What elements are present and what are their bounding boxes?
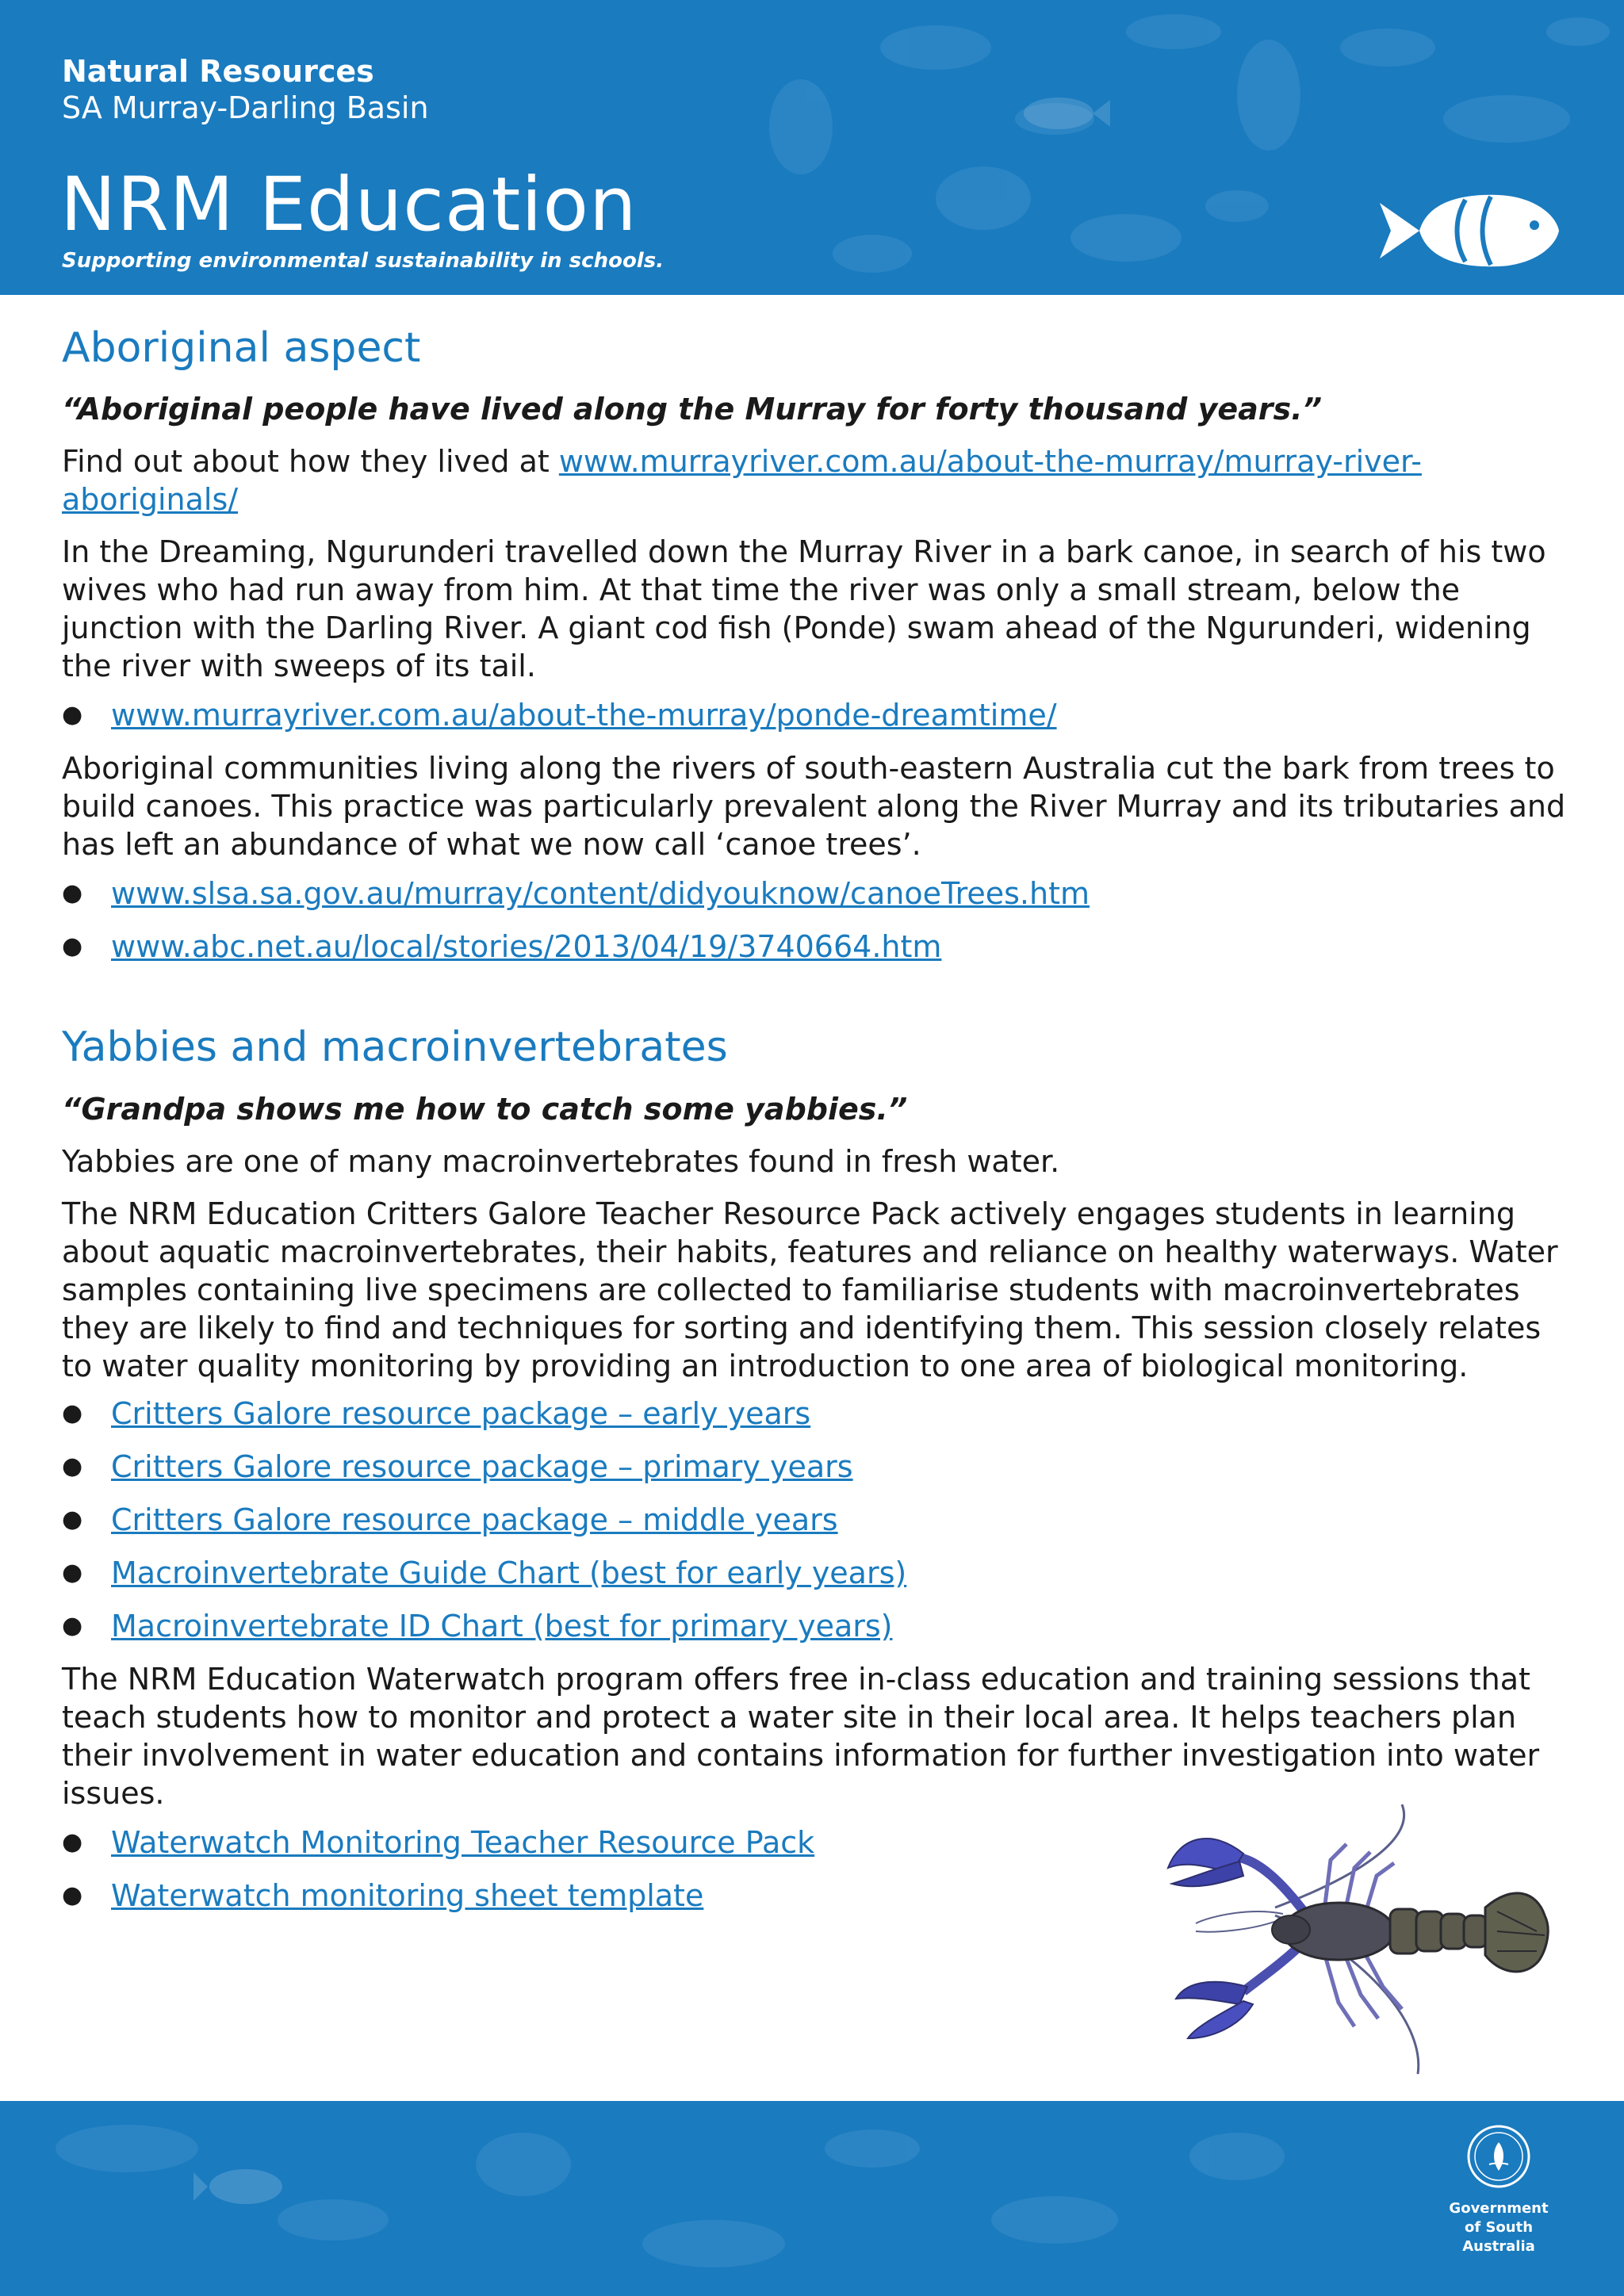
bullet-icon: ● [62,1452,83,1480]
dreaming-link-list [62,696,1568,734]
section-quote: “Grandpa shows me how to catch some yabbies.” [62,1091,908,1127]
yabbies-section [62,1023,1568,1914]
intro-text: Find out about how they lived at [62,444,559,480]
critters-primary-years-link[interactable]: Critters Galore resource package – primary years [111,1448,853,1484]
list-item [62,696,1568,734]
guide-chart-link[interactable]: Macroinvertebrate Guide Chart (best for early years) [111,1555,907,1590]
bullet-icon: ● [62,932,83,961]
critters-early-years-link[interactable]: Critters Galore resource package – early years [111,1395,811,1431]
section-heading-yabbies: Yabbies and macroinvertebrates [62,1024,728,1072]
section-heading-aboriginal: Aboriginal aspect [62,324,421,372]
list-item [62,1395,1568,1433]
crest-icon [1465,2123,1532,2190]
list-item [62,1554,1568,1592]
bullet-icon: ● [62,1399,83,1427]
list-item [62,1607,1568,1645]
waterwatch-sheet-link[interactable]: Waterwatch monitoring sheet template [111,1877,704,1913]
dreaming-paragraph: In the Dreaming, Ngurunderi travelled down the Murray River in a bark canoe, in search of his two wives who had run away from him. At that time the river was only a small stream, below the junction with the Darling River. A giant cod fish (Ponde) swam ahead of the Ngurunderi, widening the river with sweeps of its tail. [62,534,1546,684]
canoe-link-list [62,874,1568,966]
yabbies-intro-paragraph: Yabbies are one of many macroinvertebrates found in fresh water. [62,1143,1060,1179]
critters-middle-years-link[interactable]: Critters Galore resource package – middle years [111,1502,838,1537]
bullet-icon: ● [62,1611,83,1640]
gov-line-1: Government [1449,2200,1549,2217]
org-name: Natural Resources [62,54,374,89]
id-chart-link[interactable]: Macroinvertebrate ID Chart (best for primary years) [111,1608,893,1644]
intro-paragraph [62,442,1568,519]
waterwatch-paragraph: The NRM Education Waterwatch program offers free in-class education and training sessions that teach students how to monitor and protect a water site in their local area. It helps teachers plan their involvement in water education and contains information for further investigation into water issues. [62,1661,1540,1811]
bullet-icon: ● [62,701,83,729]
yabby-illustration [1164,1797,1561,2082]
list-item [62,928,1568,966]
main-content [62,323,1568,1930]
abc-story-link[interactable]: www.abc.net.au/local/stories/2013/04/19/3740664.htm [111,929,942,965]
bullet-icon: ● [62,1827,83,1856]
gov-line-2: of South Australia [1462,2219,1535,2255]
murray-aboriginals-link[interactable]: www.murrayriver.com.au/about-the-murray/murray-river-aboriginals/ [62,444,1422,518]
canoe-trees-link[interactable]: www.slsa.sa.gov.au/murray/content/didyouknow/canoeTrees.htm [111,876,1090,912]
bullet-icon: ● [62,1505,83,1533]
bullet-icon: ● [62,1881,83,1909]
brand-title: NRM Education [60,162,638,248]
waterwatch-resource-pack-link[interactable]: Waterwatch Monitoring Teacher Resource Pack [111,1824,815,1860]
org-region: SA Murray-Darling Basin [62,90,429,125]
government-logo [1443,2123,1554,2256]
government-name [1443,2199,1554,2256]
footer-decoration [0,2101,1624,2296]
list-item [62,1448,1568,1486]
brand-tagline: Supporting environmental sustainability in schools. [62,249,665,273]
bullet-icon: ● [62,1558,83,1586]
list-item [62,1501,1568,1539]
section-quote: “Aboriginal people have lived along the Murray for forty thousand years.” [62,392,1323,427]
ponde-dreamtime-link[interactable]: www.murrayriver.com.au/about-the-murray/ponde-dreamtime/ [111,698,1057,733]
fish-icon [1372,187,1562,274]
bullet-icon: ● [62,879,83,908]
footer-banner [0,2101,1624,2296]
canoe-paragraph: Aboriginal communities living along the rivers of south-eastern Australia cut the bark from trees to build canoes. This practice was particularly prevalent along the River Murray and its tributaries and has left an abundance of what we now call ‘canoe trees’. [62,751,1566,863]
list-item [62,874,1568,913]
critters-paragraph: The NRM Education Critters Galore Teacher Resource Pack actively engages students in learning about aquatic macroinvertebrates, their habits, features and reliance on healthy waterways. Water samples containing live specimens are collected to familiarise students with macroinvertebrates they are likely to find and techniques for sorting and identifying them. This session closely relates to water quality monitoring by providing an introduction to one area of biological monitoring. [62,1196,1558,1383]
header-banner [0,0,1624,295]
critters-link-list [62,1395,1568,1645]
